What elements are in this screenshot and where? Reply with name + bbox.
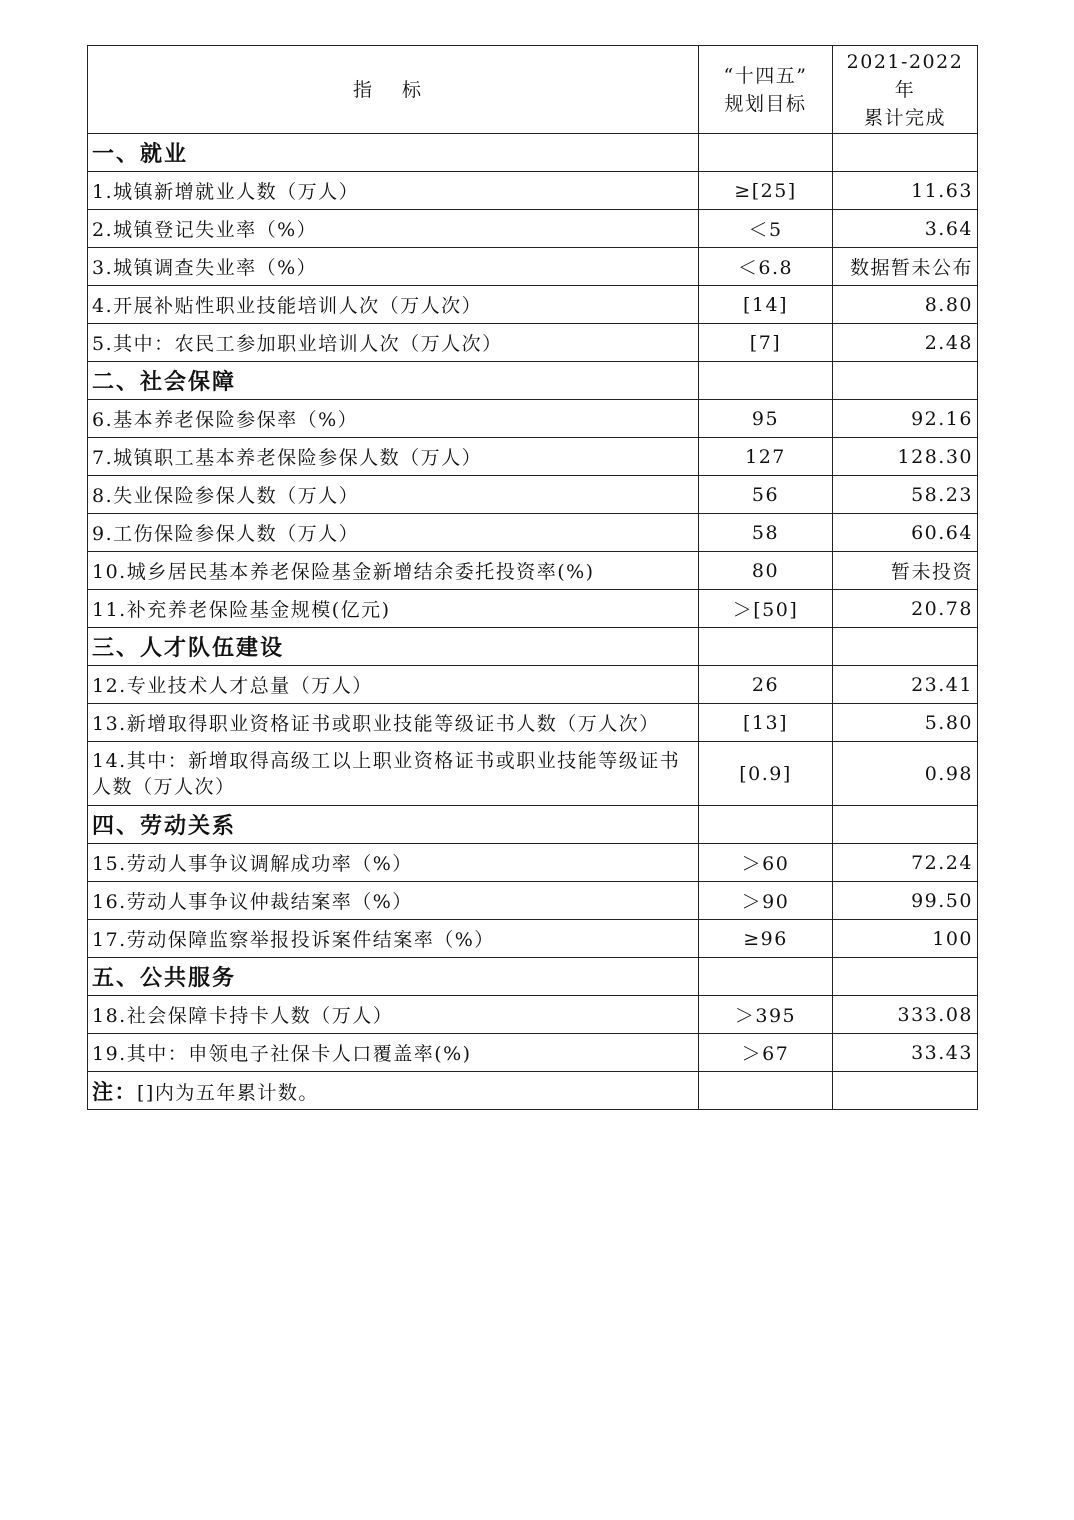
header-indicator <box>88 46 699 134</box>
target-cell: [7] <box>699 324 833 362</box>
section-title: 四、劳动关系 <box>88 806 699 844</box>
table-row <box>88 704 978 742</box>
section-target-empty <box>699 134 833 172</box>
table-row <box>88 172 978 210</box>
note-row <box>88 1072 978 1110</box>
table-row <box>88 286 978 324</box>
indicator-cell: 9.工伤保险参保人数（万人） <box>88 514 699 552</box>
indicator-cell: 6.基本养老保险参保率（%） <box>88 400 699 438</box>
done-cell: 11.63 <box>833 172 978 210</box>
done-cell: 100 <box>833 920 978 958</box>
table-row <box>88 920 978 958</box>
done-cell: 5.80 <box>833 704 978 742</box>
done-cell: 数据暂未公布 <box>833 248 978 286</box>
indicator-cell: 13.新增取得职业资格证书或职业技能等级证书人数（万人次） <box>88 704 699 742</box>
indicator-cell: 17.劳动保障监察举报投诉案件结案率（%） <box>88 920 699 958</box>
indicator-cell: 18.社会保障卡持卡人数（万人） <box>88 996 699 1034</box>
section-target-empty <box>699 628 833 666</box>
section-done-empty <box>833 362 978 400</box>
section-title: 三、人才队伍建设 <box>88 628 699 666</box>
section-row <box>88 628 978 666</box>
section-row <box>88 806 978 844</box>
table-row <box>88 1034 978 1072</box>
indicator-cell: 14.其中：新增取得高级工以上职业资格证书或职业技能等级证书人数（万人次） <box>88 742 699 806</box>
target-cell: 95 <box>699 400 833 438</box>
section-target-empty <box>699 806 833 844</box>
indicator-cell: 8.失业保险参保人数（万人） <box>88 476 699 514</box>
indicator-cell: 3.城镇调查失业率（%） <box>88 248 699 286</box>
done-cell: 128.30 <box>833 438 978 476</box>
target-cell: ≥[25] <box>699 172 833 210</box>
table-row <box>88 476 978 514</box>
done-cell: 23.41 <box>833 666 978 704</box>
done-cell: 92.16 <box>833 400 978 438</box>
target-cell: [0.9] <box>699 742 833 806</box>
target-cell: 26 <box>699 666 833 704</box>
indicator-cell: 11.补充养老保险基金规模(亿元) <box>88 590 699 628</box>
section-title: 五、公共服务 <box>88 958 699 996</box>
table-row <box>88 996 978 1034</box>
indicator-table <box>87 45 978 1110</box>
table-header-row <box>88 46 978 134</box>
section-done-empty <box>833 958 978 996</box>
table-row <box>88 400 978 438</box>
done-cell: 8.80 <box>833 286 978 324</box>
target-cell: ＞[50] <box>699 590 833 628</box>
header-done-line2: 累计完成 <box>863 106 946 129</box>
table-row <box>88 844 978 882</box>
indicator-cell: 10.城乡居民基本养老保险基金新增结余委托投资率(%) <box>88 552 699 590</box>
table-row <box>88 210 978 248</box>
table-row <box>88 666 978 704</box>
done-cell: 58.23 <box>833 476 978 514</box>
target-cell: ＜6.8 <box>699 248 833 286</box>
table-row <box>88 514 978 552</box>
note-cell <box>88 1072 699 1110</box>
header-indicator-label: 指 标 <box>352 78 434 101</box>
target-cell: 56 <box>699 476 833 514</box>
target-cell: 58 <box>699 514 833 552</box>
table-row <box>88 552 978 590</box>
table-row <box>88 324 978 362</box>
done-cell: 3.64 <box>833 210 978 248</box>
indicator-cell: 4.开展补贴性职业技能培训人次（万人次） <box>88 286 699 324</box>
table-row <box>88 882 978 920</box>
done-cell: 0.98 <box>833 742 978 806</box>
target-cell: ≥96 <box>699 920 833 958</box>
section-title: 一、就业 <box>88 134 699 172</box>
section-done-empty <box>833 806 978 844</box>
table-row <box>88 590 978 628</box>
header-target-line1: “十四五” <box>723 64 808 87</box>
section-title: 二、社会保障 <box>88 362 699 400</box>
done-cell: 2.48 <box>833 324 978 362</box>
target-cell: 127 <box>699 438 833 476</box>
note-text: []内为五年累计数。 <box>137 1081 319 1104</box>
table-body <box>88 46 978 1110</box>
target-cell: 80 <box>699 552 833 590</box>
section-target-empty <box>699 958 833 996</box>
indicator-cell: 16.劳动人事争议仲裁结案率（%） <box>88 882 699 920</box>
indicator-cell: 12.专业技术人才总量（万人） <box>88 666 699 704</box>
done-cell: 99.50 <box>833 882 978 920</box>
section-row <box>88 134 978 172</box>
header-done <box>833 46 978 134</box>
done-cell: 20.78 <box>833 590 978 628</box>
target-cell: [14] <box>699 286 833 324</box>
target-cell: [13] <box>699 704 833 742</box>
section-done-empty <box>833 628 978 666</box>
note-target-empty <box>699 1072 833 1110</box>
indicator-cell: 2.城镇登记失业率（%） <box>88 210 699 248</box>
indicator-cell: 19.其中：申领电子社保卡人口覆盖率(%) <box>88 1034 699 1072</box>
target-cell: ＞395 <box>699 996 833 1034</box>
note-done-empty <box>833 1072 978 1110</box>
table-row <box>88 742 978 806</box>
indicator-cell: 1.城镇新增就业人数（万人） <box>88 172 699 210</box>
header-done-line1: 2021-2022年 <box>846 50 964 101</box>
indicator-cell: 5.其中：农民工参加职业培训人次（万人次） <box>88 324 699 362</box>
done-cell: 33.43 <box>833 1034 978 1072</box>
indicator-cell: 7.城镇职工基本养老保险参保人数（万人） <box>88 438 699 476</box>
target-cell: ＞90 <box>699 882 833 920</box>
section-row <box>88 958 978 996</box>
note-label: 注： <box>92 1078 137 1104</box>
table-row <box>88 438 978 476</box>
target-cell: ＜5 <box>699 210 833 248</box>
target-cell: ＞67 <box>699 1034 833 1072</box>
table-row <box>88 248 978 286</box>
section-done-empty <box>833 134 978 172</box>
section-row <box>88 362 978 400</box>
target-cell: ＞60 <box>699 844 833 882</box>
done-cell: 72.24 <box>833 844 978 882</box>
done-cell: 60.64 <box>833 514 978 552</box>
indicator-cell: 15.劳动人事争议调解成功率（%） <box>88 844 699 882</box>
done-cell: 暂未投资 <box>833 552 978 590</box>
section-target-empty <box>699 362 833 400</box>
header-target-line2: 规划目标 <box>724 92 807 115</box>
header-target <box>699 46 833 134</box>
done-cell: 333.08 <box>833 996 978 1034</box>
